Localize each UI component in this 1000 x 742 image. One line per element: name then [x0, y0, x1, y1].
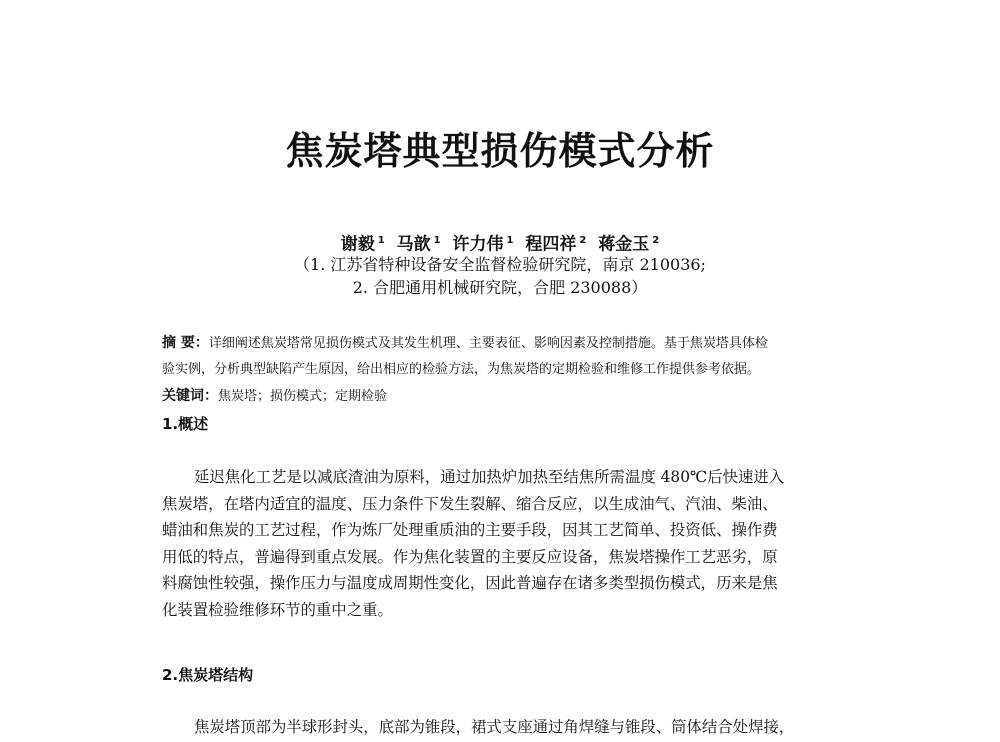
section-paragraph [162, 464, 842, 624]
author [525, 229, 586, 257]
paragraph-line: 焦炭塔顶部为半球形封头，底部为锥段，裙式支座通过角焊缝与锥段、筒体结合处焊接， [194, 718, 795, 736]
author [341, 229, 385, 257]
author-affiliation-mark: 1 [377, 235, 385, 246]
paragraph-line: 用低的特点，普遍得到重点发展。作为焦化装置的主要反应设备，焦炭塔操作工艺恶劣，原 [162, 547, 778, 566]
author-name: 谢毅 [340, 234, 375, 255]
author-affiliation-mark: 1 [433, 235, 441, 246]
author-list [0, 229, 1000, 257]
author [598, 229, 659, 257]
author [397, 229, 441, 257]
abstract-block [162, 330, 842, 410]
author-affiliation-mark: 2 [652, 235, 660, 246]
paper-title: 焦炭塔典型损伤模式分析 [285, 129, 715, 173]
paragraph-line: 化装置检验维修环节的重中之重。 [162, 600, 393, 619]
paragraph-line: 焦炭塔，在塔内适宜的温度、压力条件下发生裂解、缩合反应，以生成油气、汽油、柴油、 [162, 494, 778, 513]
section-heading: 2.焦炭塔结构 [162, 666, 254, 684]
paragraph-line: 延迟焦化工艺是以减底渣油为原料，通过加热炉加热至结焦所需温度 480℃后快速进入 [194, 468, 785, 486]
abstract-label: 摘 要： [162, 335, 209, 351]
section-heading: 1.概述 [162, 415, 209, 433]
author-affiliation-mark: 2 [579, 235, 587, 246]
keywords-label: 关键词： [162, 388, 218, 404]
author-name: 马歆 [396, 234, 431, 255]
author-affiliation-mark: 1 [506, 235, 514, 246]
section-paragraph [162, 714, 842, 741]
abstract-line: 验实例，分析典型缺陷产生原因，给出相应的检验方法，为焦炭塔的定期检验和维修工作提供参考依据。 [162, 362, 761, 377]
paragraph-line: 料腐蚀性较强，操作压力与温度成周期性变化，因此普遍存在诸多类型损伤模式，历来是焦 [162, 574, 778, 593]
author-name: 许力伟 [452, 234, 504, 255]
affiliation-line: 2. 合肥通用机械研究院，合肥 230088） [352, 278, 648, 297]
affiliation-line: （1. 江苏省特种设备安全监督检验研究院，南京 210036; [294, 255, 706, 274]
keywords-line [162, 383, 842, 410]
keywords-text: 焦炭塔；损伤模式；定期检验 [218, 389, 388, 404]
abstract-line [162, 330, 842, 357]
paragraph-line: 蜡油和焦炭的工艺过程，作为炼厂处理重质油的主要手段，因其工艺简单、投资低、操作费 [162, 521, 778, 540]
author-name: 蒋金玉 [598, 234, 650, 255]
author-name: 程四祥 [525, 234, 577, 255]
abstract-text: 详细阐述焦炭塔常见损伤模式及其发生机理、主要表征、影响因素及控制措施。基于焦炭塔具体检 [208, 336, 768, 351]
author [453, 229, 514, 257]
